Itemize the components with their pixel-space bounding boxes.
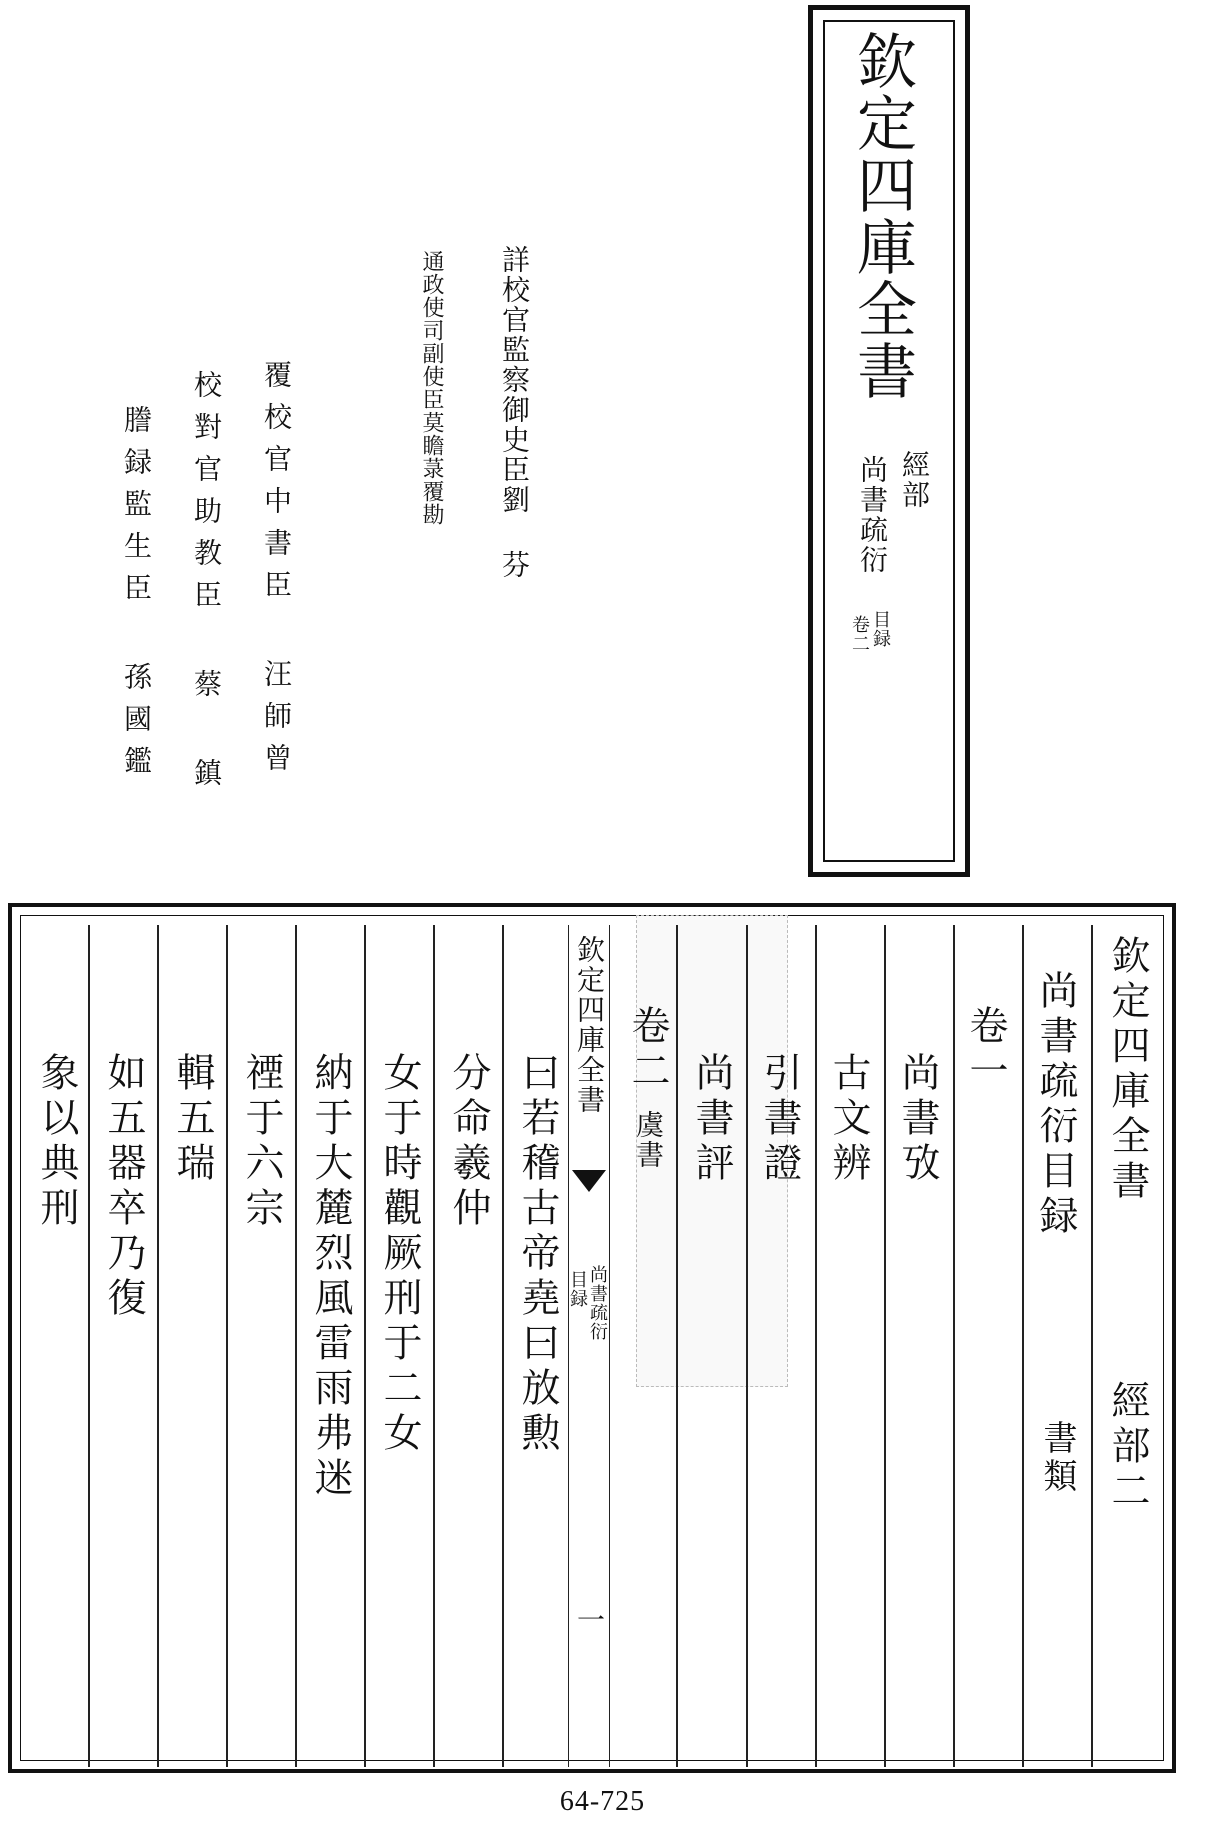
juan2-heading: 卷二 — [625, 1005, 670, 1095]
section-label: 經部二 — [1105, 1380, 1150, 1515]
title-slip-bu: 經部 — [898, 450, 931, 510]
title-slip-mulu: 目録 — [870, 610, 891, 648]
footer-page-number: 64-725 — [559, 1786, 646, 1817]
official-jiaodui: 校對官助教臣 蔡 鎮 — [190, 370, 223, 800]
entry: 分命羲仲 — [446, 1052, 491, 1232]
column-rule — [815, 925, 817, 1767]
juan2-subheading: 虞書 — [632, 1110, 665, 1170]
entry: 象以典刑 — [34, 1052, 79, 1232]
column-rule — [88, 925, 90, 1767]
banxin-mulu: 目録 — [567, 1270, 588, 1308]
official-tongzheng: 通政使司副使臣莫瞻菉覆勘 — [419, 250, 444, 526]
title-slip-book: 尚書疏衍 — [856, 455, 889, 575]
book-title: 尚書疏衍目録 — [1033, 970, 1078, 1240]
juan1-heading: 卷一 — [963, 1005, 1008, 1095]
column-rule — [884, 925, 886, 1767]
entry: 曰若稽古帝堯曰放勲 — [515, 1052, 560, 1457]
entry: 輯五瑞 — [170, 1052, 215, 1187]
category-label: 書類 — [1037, 1420, 1077, 1496]
entry: 如五器卒乃復 — [101, 1052, 146, 1322]
header-title: 欽定四庫全書 — [1105, 935, 1150, 1205]
entry: 禋于六宗 — [239, 1052, 284, 1232]
official-tenglu: 謄録監生臣 孫國鑑 — [120, 405, 153, 788]
official-fujiao: 覆校官中書臣 汪師曾 — [260, 360, 293, 785]
column-rule — [953, 925, 955, 1767]
title-slip-main: 欽定四庫全書 — [847, 30, 917, 402]
entry: 尚書攷 — [895, 1052, 940, 1187]
entry: 納于大麓烈風雷雨弗迷 — [308, 1052, 353, 1502]
banxin-book: 尚書疏衍 — [587, 1265, 608, 1341]
entry: 引書證 — [757, 1052, 802, 1187]
column-rule — [226, 925, 228, 1767]
title-slip-juan: 卷二 — [849, 615, 870, 653]
official-xiangjiao: 詳校官監察御史臣劉 芬 — [498, 245, 531, 580]
banxin-title: 欽定四庫全書 — [573, 935, 606, 1115]
column-rule — [295, 925, 297, 1767]
column-rule — [676, 925, 678, 1767]
column-rule — [364, 925, 366, 1767]
entry: 尚書評 — [689, 1052, 734, 1187]
column-rule — [157, 925, 159, 1767]
column-rule — [746, 925, 748, 1767]
banxin-page-number: 一 — [573, 1605, 606, 1635]
entry: 古文辨 — [826, 1052, 871, 1187]
entry: 女于時觀厥刑于二女 — [377, 1052, 422, 1457]
column-rule — [1022, 925, 1024, 1767]
column-rule — [1091, 925, 1093, 1767]
fishtail-mark — [572, 1170, 606, 1192]
column-rule — [502, 925, 504, 1767]
column-rule — [433, 925, 435, 1767]
